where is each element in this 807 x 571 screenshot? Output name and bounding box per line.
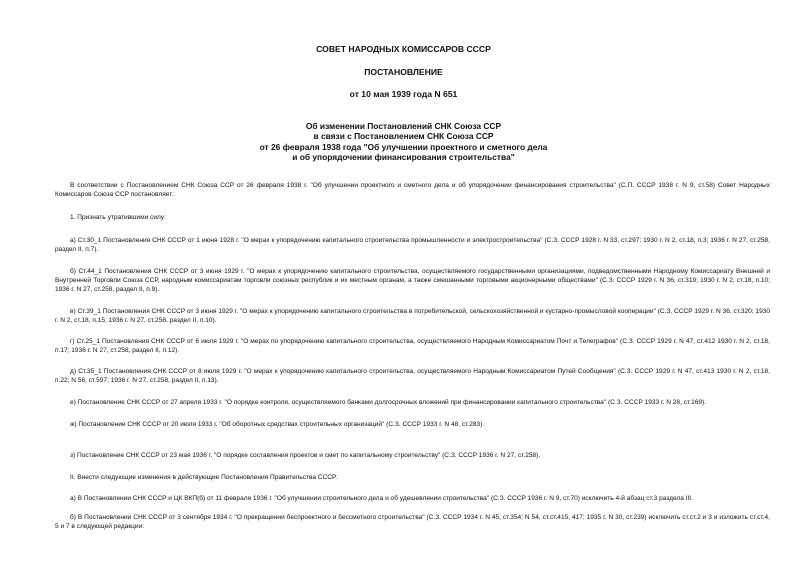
clause-1v: в) Ст.39_1 Постановления СНК СССР от 3 июня 1929 г. "О мерах к упорядочению капитального строительства в потребительской, сельскохозяйственной и кустарно-промысловой кооперации" (С.З. СССР 1929 г. N 36, ст.320; 1930 г. N 2, ст.18, п.15; 1936 г. N 27, ст.258, раздел II, п.10). — [55, 308, 770, 325]
clause-1zh: ж) Постановление СНК СССР от 20 июля 1933 г. "Об оборотных средствах строительных организаций" (С.З. СССР 1933 г. N 48, ст.283). — [70, 421, 485, 428]
title-line-3: от 26 февраля 1938 года "Об улучшении проектного и сметного дела — [259, 142, 548, 152]
section-2-heading: II. Внести следующие изменения в действующие Постановления Правительства СССР: — [70, 474, 339, 481]
preamble-paragraph: В соответствии с Постановлением СНК Союза ССР от 26 февраля 1938 г. "Об улучшении проектного и сметного дела и об упорядочении финансирования строительства" (С.П. СССР 1938 г. N 9, ст.58) Совет Народных Комиссаров Союза ССР постановляет: — [55, 182, 770, 199]
document-type: ПОСТАНОВЛЕНИЕ — [364, 67, 443, 77]
section-1-heading: 1. Признать утратившими силу: — [70, 214, 166, 221]
clause-2a: а) В Постановлении СНК СССР и ЦК ВКП(б) от 11 февраля 1936 г. "Об улучшении строительного дела и об удешевлении строительства" (С.З. СССР 1936 г. N 9, ст.70) исключить 4-й абзац ст.3 раздела III. — [70, 495, 693, 502]
clause-1z: з) Постановление СНК СССР от 23 мая 1936 г. "О порядке составления проектов и смет по капитальному строительству" (С.З. СССР 1936 г. N 27, ст.258). — [70, 452, 541, 459]
clause-1g: г) Ст.25_1 Постановления СНК СССР от 6 июля 1929 г. "О мерах по упорядочению капитального строительства, осуществляемого Народным Комиссариатом Почт и Телеграфов" (С.З. СССР 1929 г. N 47, ст.412 1930 г. N 2, ст.18, п.17; 1936 г. N 27, ст.258, раздел II, п.12). — [55, 338, 770, 355]
clause-1b: б) Ст.44_1 Постановления СНК СССР от 3 июня 1929 г. "О мерах к упорядочению капитального строительства, осуществляемого государственными организациями, подведомственными Народному Комиссариату Внешней и Внутренней Торговли Союза ССР, народным комиссариатам торговли союзных республик и их местным органам, а также смешанными торговыми акционерными обществами" (С.З. СССР 1929 г. N 36, ст.319; 1930 г. N 2, ст.18, п.10; 1936 г. N 27, ст.258, раздел II, п.9). — [55, 268, 770, 294]
clause-1d: д) Ст.35_1 Постановления СНК СССР от 8 июля 1929 г. "О мерах к упорядочению капитального строительства, осуществляемого Народным Комиссариатом Путей Сообщения" (С.З. СССР 1929 г. N 47, ст.413 1930 г. N 2, ст.18, п.22; N 56, ст.597; 1936 г. N 27, ст.258, раздел II, п.13). — [55, 368, 770, 385]
clause-2b: б) В Постановлении СНК СССР от 3 сентября 1934 г. "О прекращении беспроектного и бессметного строительства" (С.З. СССР 1934 г. N 45, ст.354; N 54, ст.ст.415, 417; 1935 г. N 30, ст.239) исключить ст.ст.2 и 3 и изложить ст.ст.4, 5 и 7 в следующей редакции: — [55, 514, 770, 531]
title-line-4: и об упорядочении финансирования строительства" — [292, 152, 515, 162]
title-line-1: Об изменении Постановлений СНК Союза ССР — [305, 121, 502, 131]
issuing-authority: СОВЕТ НАРОДНЫХ КОМИССАРОВ СССР — [316, 44, 491, 54]
clause-1e: е) Постановление СНК СССР от 27 апреля 1933 г. "О порядке контроля, осуществляемого банками долгосрочных вложений при финансировании капитального строительства" (С.З. СССР 1933 г. N 28, ст.169). — [70, 399, 706, 406]
title-line-2: в связи с Постановлением СНК Союза ССР — [313, 131, 494, 141]
document-date: от 10 мая 1939 года N 651 — [349, 89, 458, 99]
clause-1a: а) Ст.30_1 Постановления СНК СССР от 1 июня 1928 г. "О мерах к упорядочению капитального строительства промышленности и электростроительства" (С.З. СССР 1928 г. N 33, ст.297; 1930 г. N 2, ст.18, п.3; 1936 г. N 27, ст.258, раздел II, п.7). — [55, 237, 770, 254]
